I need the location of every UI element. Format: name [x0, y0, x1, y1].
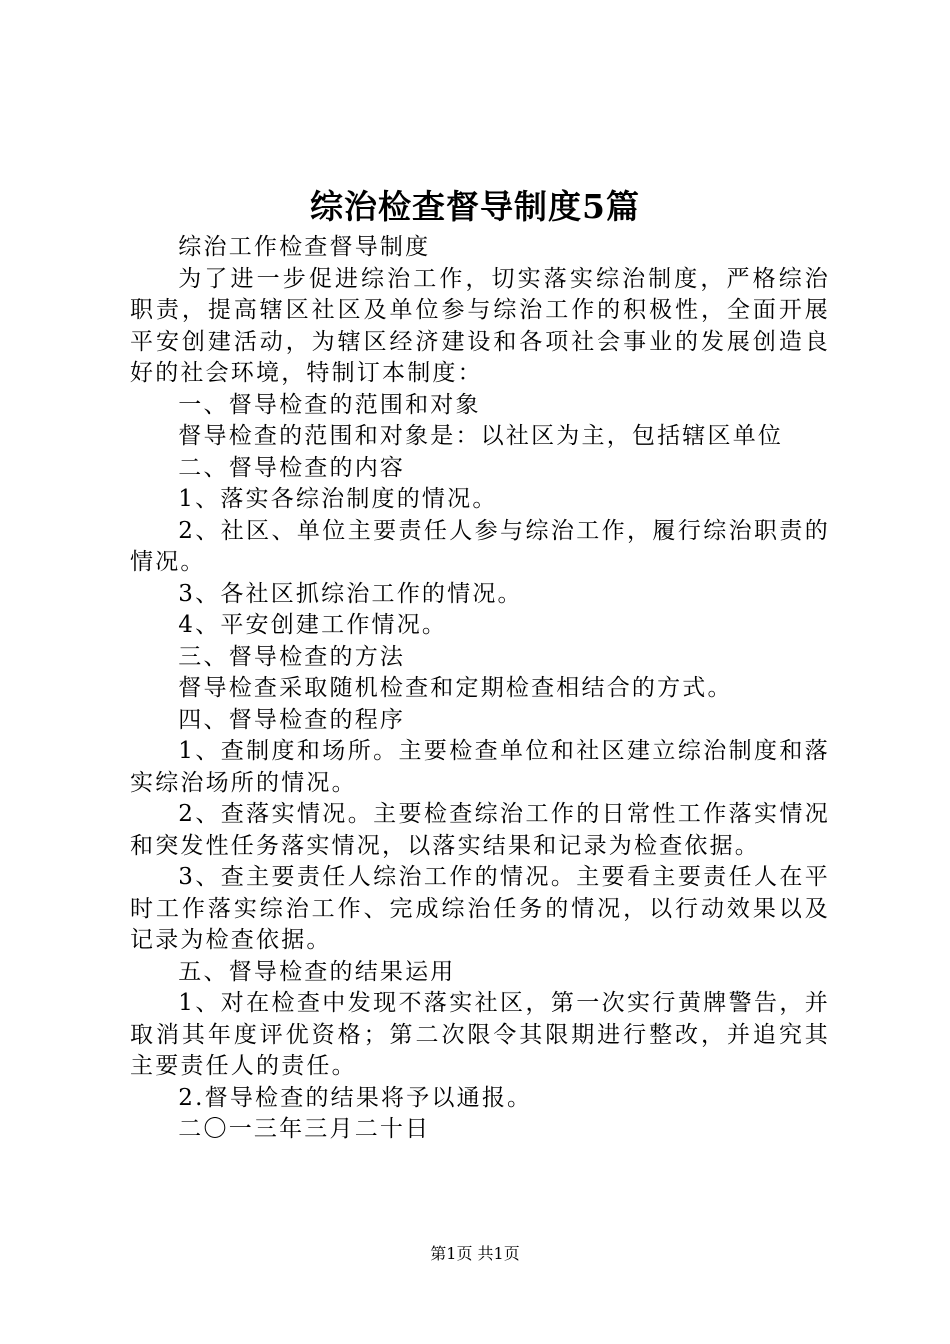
- list-item: 3、查主要责任人综治工作的情况。主要看主要责任人在平时工作落实综治工作、完成综治任务的情况，以行动效果以及记录为检查依据。: [130, 864, 830, 953]
- document-title: 综治检查督导制度5篇: [310, 187, 640, 226]
- intro-paragraph: 为了进一步促进综治工作，切实落实综治制度，严格综治职责，提高辖区社区及单位参与综治工作的积极性，全面开展平安创建活动，为辖区经济建设和各项社会事业的发展创造良好的社会环境，特制订本制度：: [130, 265, 830, 386]
- section-heading-2: 二、督导检查的内容: [178, 454, 406, 481]
- section-heading-4: 四、督导检查的程序: [178, 706, 406, 733]
- list-item: 1、落实各综治制度的情况。: [178, 486, 498, 512]
- document-body: [130, 232, 830, 1146]
- section-heading-3: 三、督导检查的方法: [178, 643, 406, 670]
- list-item: 2、社区、单位主要责任人参与综治工作，履行综治职责的情况。: [130, 517, 830, 575]
- list-item: 1、对在检查中发现不落实社区，第一次实行黄牌警告，并取消其年度评优资格；第二次限令其限期进行整改，并追究其主要责任人的责任。: [130, 990, 830, 1079]
- page-footer: 第1页 共1页: [430, 1244, 520, 1263]
- section-subtitle: 综治工作检查督导制度: [178, 234, 431, 260]
- list-item: 3、各社区抓综治工作的情况。: [178, 580, 523, 607]
- list-item: 2、查落实情况。主要检查综治工作的日常性工作落实情况和突发性任务落实情况，以落实结果和记录为检查依据。: [130, 801, 830, 859]
- paragraph: 督导检查采取随机检查和定期检查相结合的方式。: [178, 675, 733, 701]
- section-heading-5: 五、督导检查的结果运用: [178, 958, 456, 985]
- list-item: 4、平安创建工作情况。: [178, 612, 448, 638]
- list-item: 1、查制度和场所。主要检查单位和社区建立综治制度和落实综治场所的情况。: [130, 738, 830, 796]
- section-heading-1: 一、督导检查的范围和对象: [178, 391, 481, 418]
- document-date: 二〇一三年三月二十日: [178, 1116, 431, 1142]
- list-item: 2.督导检查的结果将予以通报。: [178, 1084, 533, 1111]
- paragraph: 督导检查的范围和对象是：以社区为主，包括辖区单位: [178, 423, 784, 449]
